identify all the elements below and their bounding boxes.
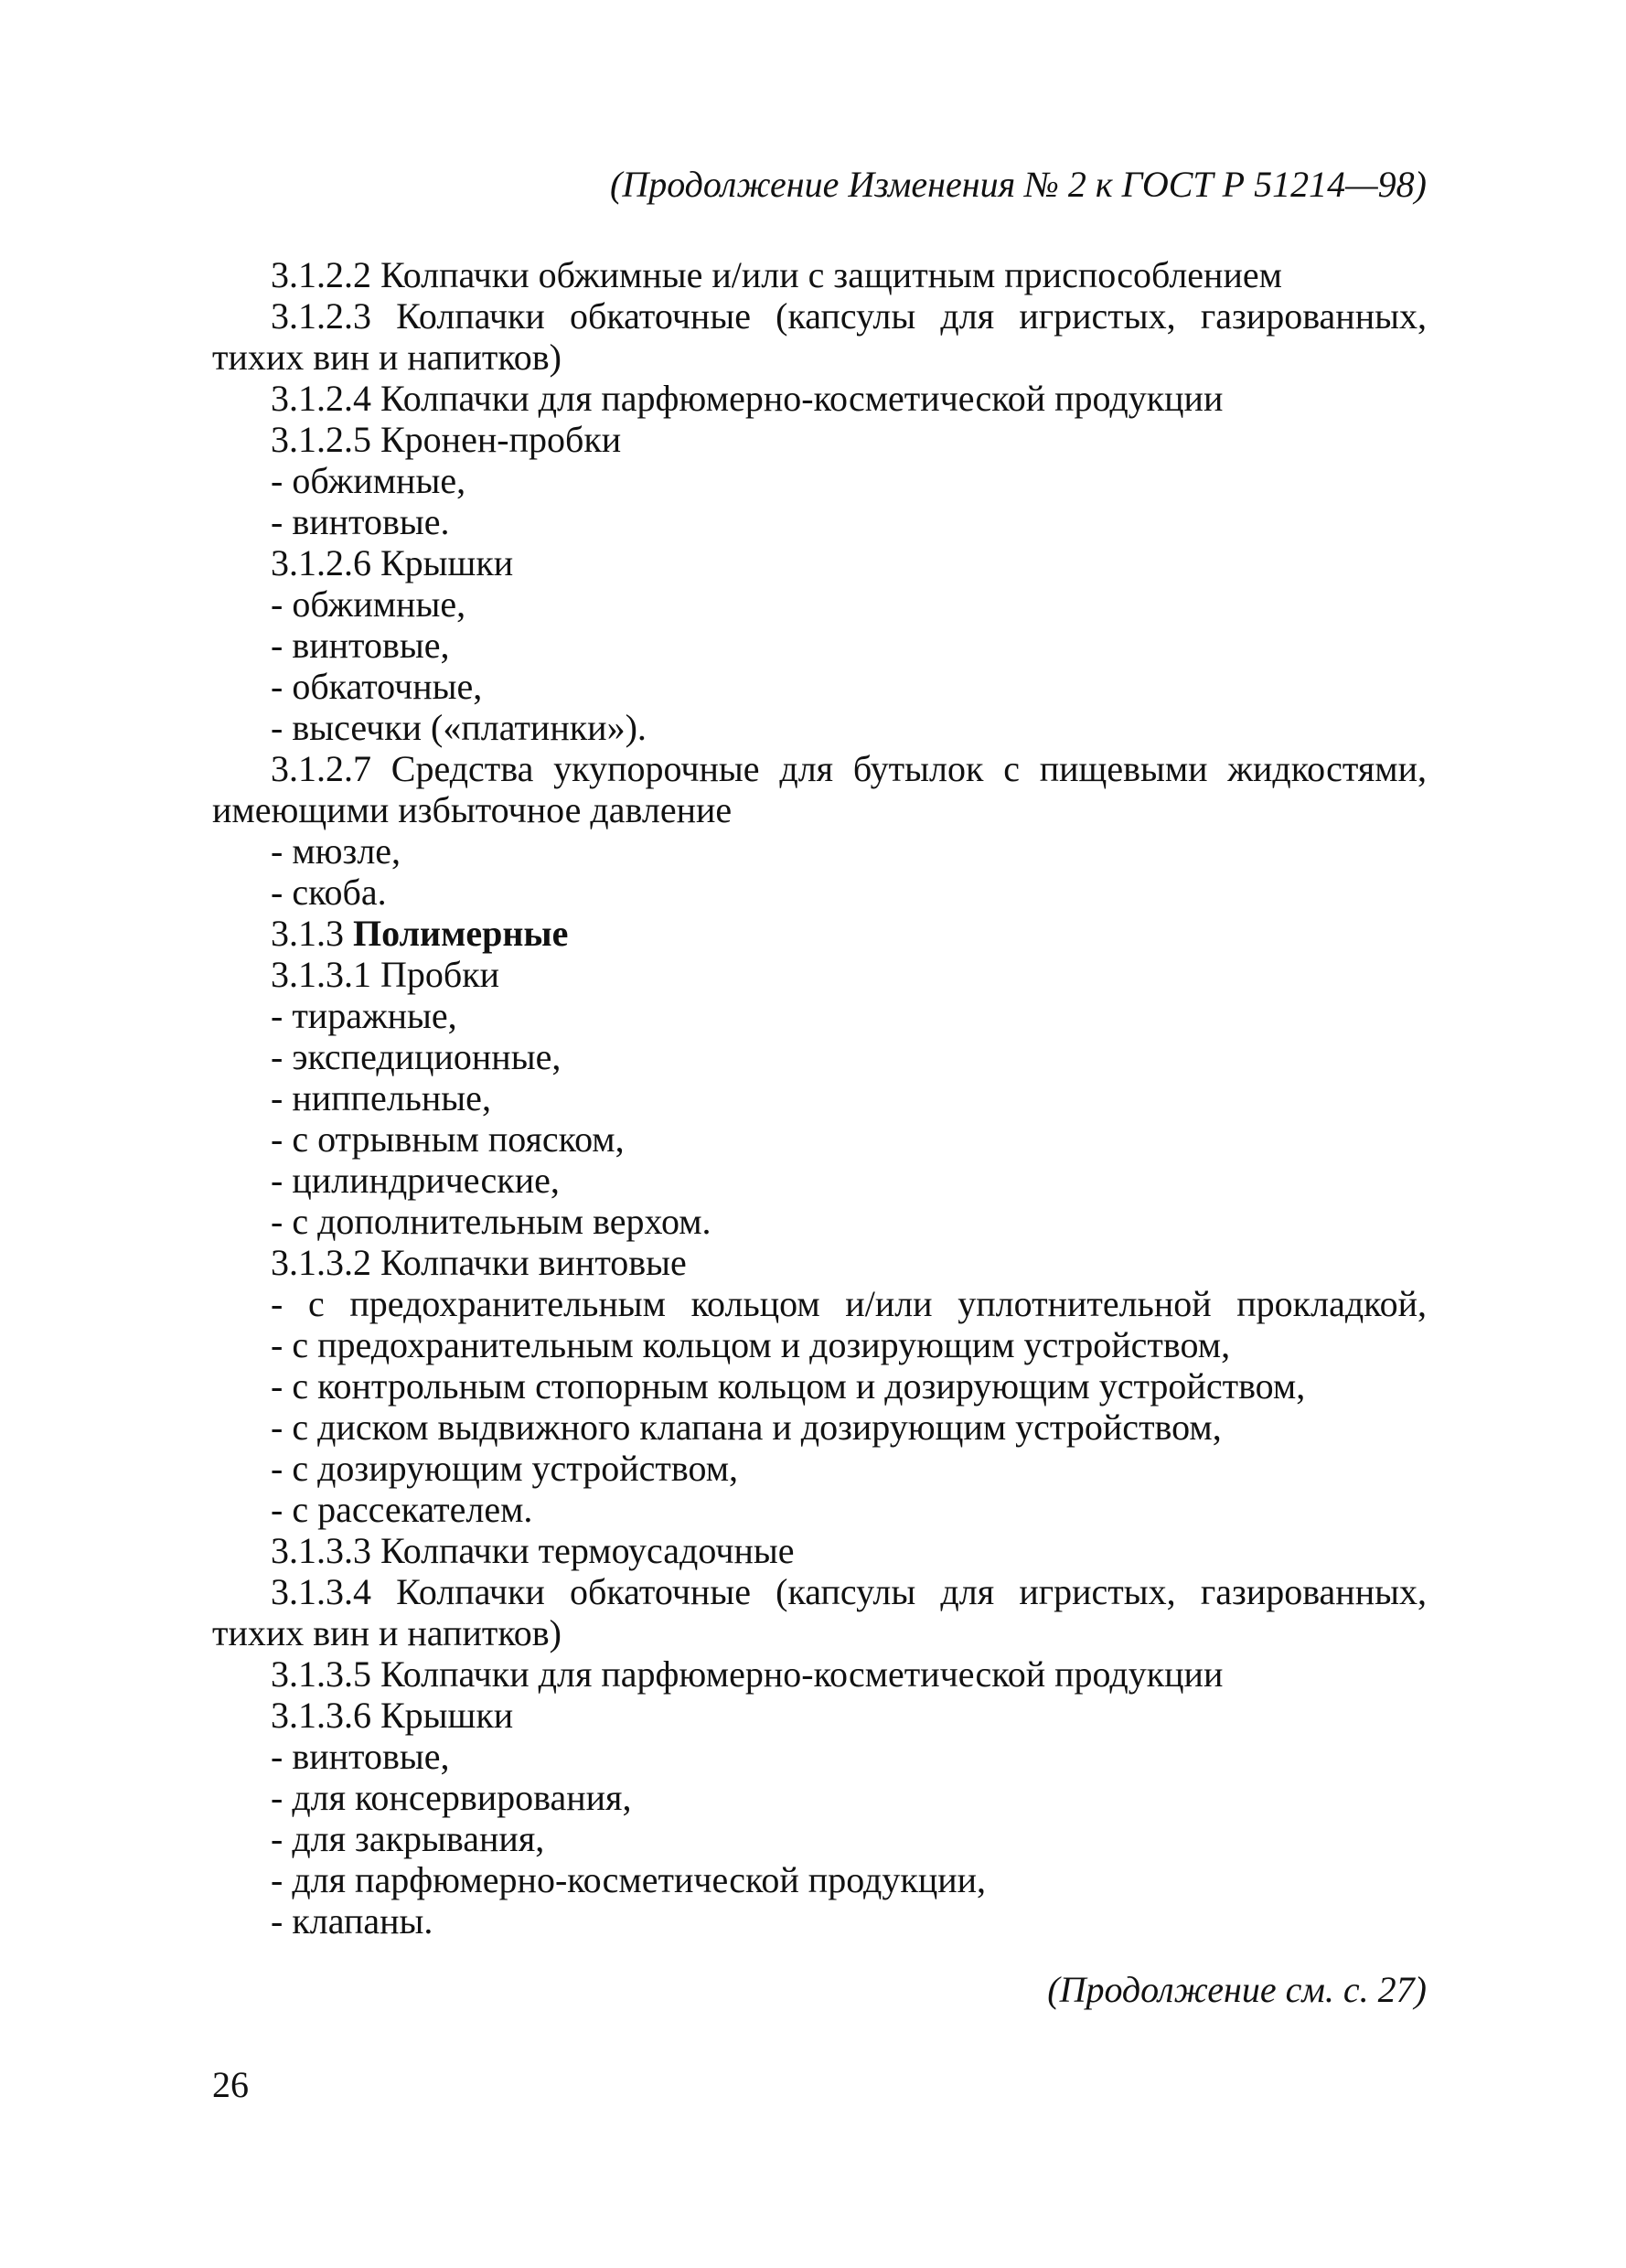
text-line: 3.1.3.2 Колпачки винтовые xyxy=(271,1242,687,1283)
text-line: - обжимные, xyxy=(271,460,466,501)
text-line: 3.1.3.5 Колпачки для парфюмерно-косметической продукции xyxy=(271,1653,1224,1695)
text-line xyxy=(212,913,1427,954)
text-line: - винтовые. xyxy=(271,501,450,542)
text-line: - экспедиционные, xyxy=(271,1036,562,1077)
text-line: - с рассекателем. xyxy=(271,1489,533,1530)
text-line: - с предохранительным кольцом и дозирующим устройством, xyxy=(271,1324,1231,1365)
text-line: - винтовые, xyxy=(271,1736,450,1777)
text-line: - высечки («платинки»). xyxy=(271,707,647,748)
section-heading: Полимерные xyxy=(353,913,569,954)
text-line: - мюзле, xyxy=(271,830,401,872)
text-line: 3.1.2.3 Колпачки обкаточные (капсулы для игристых, газированных, xyxy=(271,295,1427,337)
text-line: тихих вин и напитков) xyxy=(212,1612,562,1653)
section-number: 3.1.3 xyxy=(271,913,344,954)
continuation-footer: (Продолжение см. с. 27) xyxy=(1047,1969,1427,2010)
text-line: тихих вин и напитков) xyxy=(212,337,562,378)
text-line: 3.1.2.7 Средства укупорочные для бутылок с пищевыми жидкостями, xyxy=(271,748,1427,789)
text-line: - обжимные, xyxy=(271,583,466,625)
text-line: - для закрывания, xyxy=(271,1818,545,1859)
text-line: 3.1.2.6 Крышки xyxy=(271,542,514,583)
text-line: - с предохранительным кольцом и/или уплотнительной прокладкой, xyxy=(271,1283,1427,1324)
text-line: 3.1.2.5 Кронен-пробки xyxy=(271,419,622,460)
document-body xyxy=(212,254,1427,1942)
text-line: - для консервирования, xyxy=(271,1777,632,1818)
text-line: - с дозирующим устройством, xyxy=(271,1448,739,1489)
text-line: 3.1.2.2 Колпачки обжимные и/или с защитным приспособлением xyxy=(271,254,1282,295)
text-line: - тиражные, xyxy=(271,995,457,1036)
text-line: - ниппельные, xyxy=(271,1077,491,1118)
continuation-header: (Продолжение Изменения № 2 к ГОСТ Р 51214—98) xyxy=(610,164,1427,205)
text-line: - винтовые, xyxy=(271,625,450,666)
text-line: 3.1.3.4 Колпачки обкаточные (капсулы для игристых, газированных, xyxy=(271,1571,1427,1612)
text-line: имеющими избыточное давление xyxy=(212,789,733,830)
text-line: 3.1.3.6 Крышки xyxy=(271,1695,514,1736)
text-line: 3.1.2.4 Колпачки для парфюмерно-косметической продукции xyxy=(271,378,1224,419)
text-line: 3.1.3.1 Пробки xyxy=(271,954,500,995)
text-line: - с диском выдвижного клапана и дозирующим устройством, xyxy=(271,1407,1222,1448)
text-line: - обкаточные, xyxy=(271,666,483,707)
text-line: - для парфюмерно-косметической продукции, xyxy=(271,1859,987,1900)
page-number: 26 xyxy=(212,2064,249,2105)
text-line: - цилиндрические, xyxy=(271,1160,560,1201)
text-line: - с контрольным стопорным кольцом и дозирующим устройством, xyxy=(271,1365,1306,1407)
text-line: 3.1.3.3 Колпачки термоусадочные xyxy=(271,1530,795,1571)
text-line: - клапаны. xyxy=(271,1900,433,1942)
text-line: - скоба. xyxy=(271,872,387,913)
text-line: - с дополнительным верхом. xyxy=(271,1201,711,1242)
text-line: - с отрывным пояском, xyxy=(271,1118,625,1160)
